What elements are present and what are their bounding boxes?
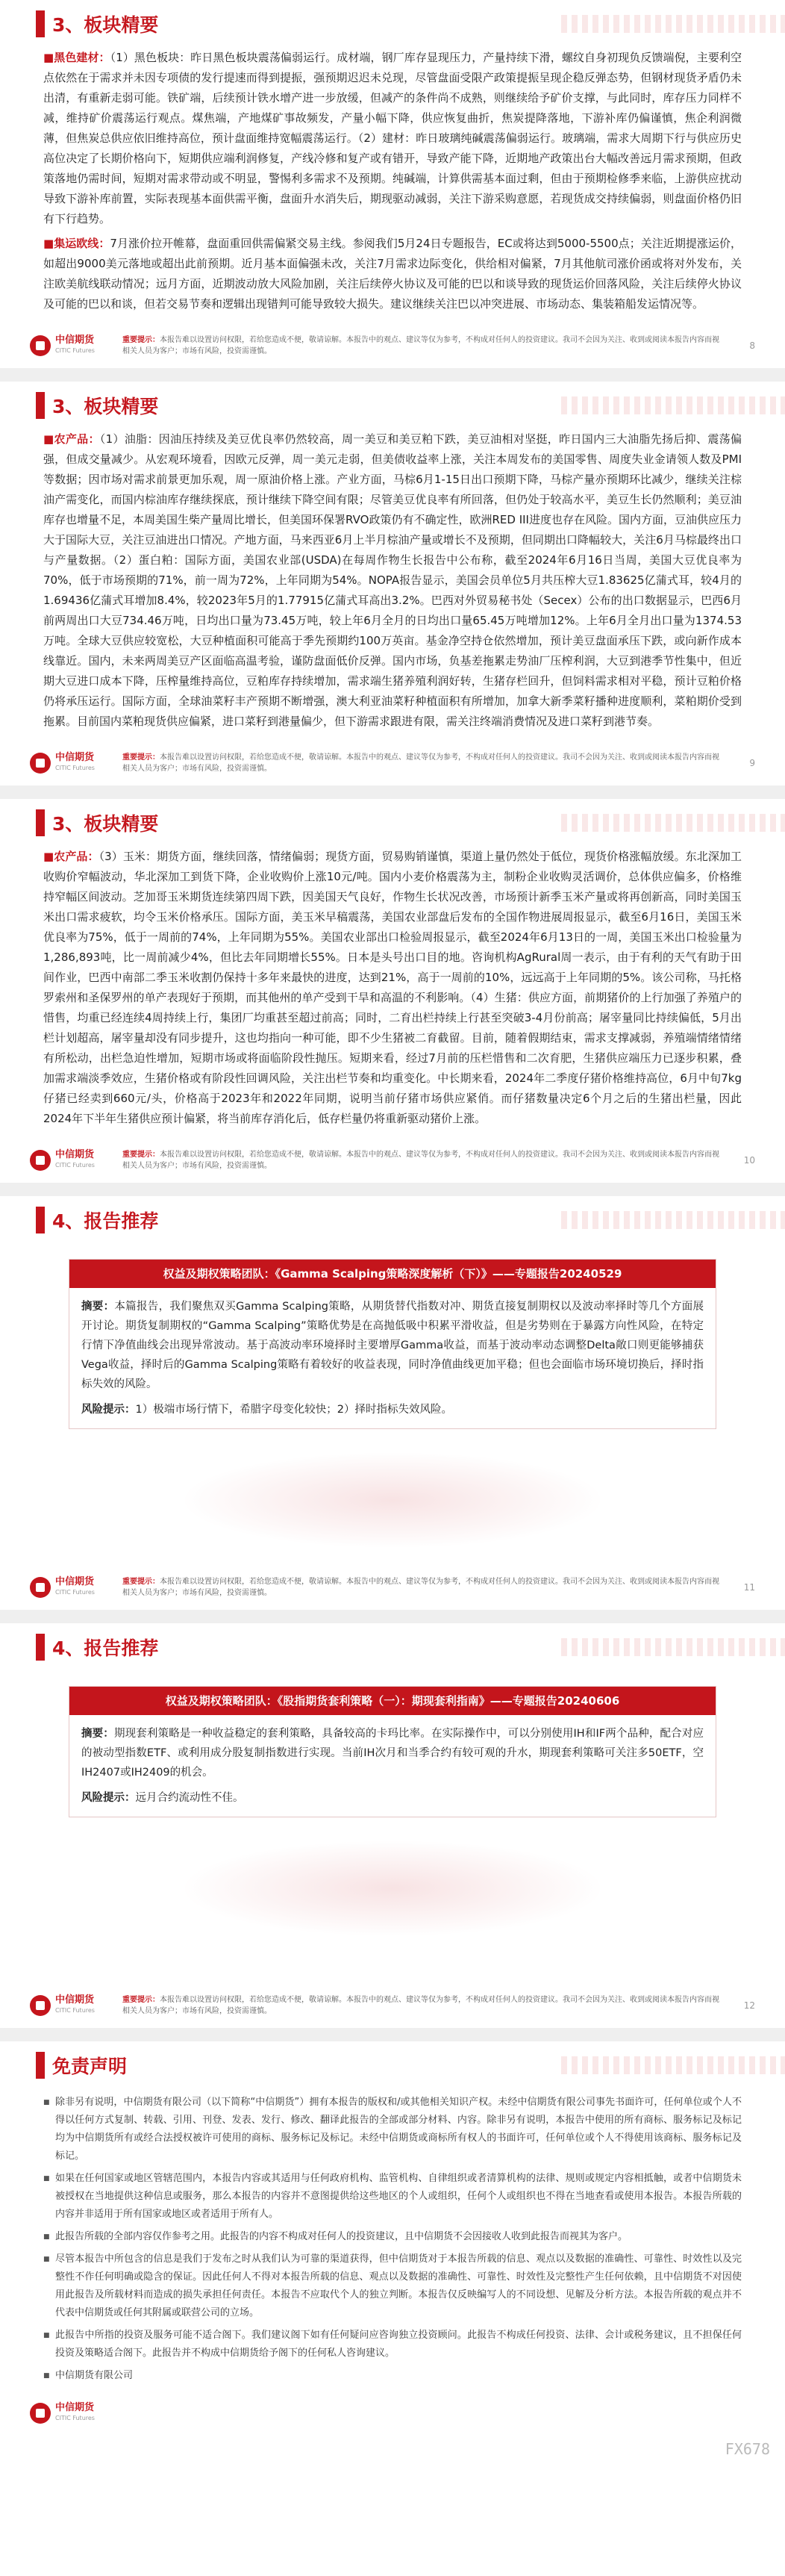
page-11 [0, 1196, 785, 1610]
section-header [0, 799, 785, 847]
section-body [0, 48, 785, 314]
page-number: 12 [743, 2000, 755, 2011]
header-accent-bar [36, 1634, 45, 1661]
paragraph-bullet: ■黑色建材： [43, 51, 110, 64]
paragraph-container-shipping [43, 234, 742, 314]
risk-text: 远月合约流动性不佳。 [135, 1792, 244, 1804]
citic-logo [30, 2403, 112, 2424]
footer-disclaimer: 重要提示：本报告难以设置访问权限，若给您造成不便，敬请谅解。本报告中的观点、建议等仅为参考，不构成对任何人的投资建议。我司不会因为关注、收到或阅读本报告内容而视相关人员为客户；市场有风险，投资需谨慎。 [122, 1151, 719, 1170]
page-number: 8 [749, 340, 755, 351]
logo-wordmark: 中信期货 CITIC Futures [55, 1149, 95, 1169]
header-decoration [561, 2056, 785, 2074]
page-footer [0, 2391, 785, 2436]
page-footer [0, 323, 785, 368]
summary-label: 摘要： [81, 1728, 114, 1740]
logo-wordmark: 中信期货 CITIC Futures [55, 2402, 95, 2421]
citic-logo-icon [30, 2403, 51, 2424]
page-8 [0, 0, 785, 368]
citic-logo-icon [30, 1995, 51, 2016]
footer-disclaimer: 重要提示：本报告难以设置访问权限，若给您造成不便，敬请谅解。本报告中的观点、建议等仅为参考，不构成对任何人的投资建议。我司不会因为关注、收到或阅读本报告内容而视相关人员为客户；市场有风险，投资需谨慎。 [122, 753, 719, 773]
section-title: 4、报告推荐 [52, 1637, 159, 1659]
disclaimer-item: ■ 此报告所载的全部内容仅作参考之用。此报告的内容不构成对任何人的投资建议，且中信期货不会因接收人收到此报告而视其为客户。 [43, 2228, 742, 2246]
report-card [69, 1686, 716, 1817]
report-summary [81, 1724, 704, 1782]
section-body [0, 847, 785, 1129]
paragraph-text: （1）油脂：因油压持续及美豆优良率仍然较高，周一美豆和美豆粕下跌，美豆油相对坚挺，昨日国内三大油脂先扬后抑、震荡偏强，但成交量减少。从宏观环境看，因欧元反弹，周一美元走弱，但美债收益率上涨，关注本周发布的美国零售、周度失业金请领人数及PMI等数据；因市场对需求前景更加乐观，周一原油价格上涨。产业方面，马棕6月1-15日出口预期下降，马棕产量亦预期环比减少，继续关注棕油产需变化，而国内棕油库存继续探底，预计继续下降空间有限；尽管美豆优良率有所回落，但仍处于较高水平，美豆生长仍然顺利；美豆油库存也增量不足，本周美国生柴产量周比增长，但美国环保署RVO政策仍有不确定性，欧洲RED III进度也存在风险。国内方面，豆油供应压力大于国际大豆，关注豆油进出口情况。产地方面，马来西亚6月上半月棕油产量或增长不及预期，但同期出口降幅较大，关注6月马棕最终出口与产量数据。（2）蛋白粕：国际方面，美国农业部(USDA)在每周作物生长报告中公布称，截至2024年6月16日当周，美国大豆优良率为70%，低于市场预期的71%，前一周为72%，上年同期为54%。NOPA报告显示，美国会员单位5月共压榨大豆1.83625亿蒲式耳，较4月的1.69436亿蒲式耳增加8.4%，较2023年5月的1.77915亿蒲式耳高出3.2%。巴西对外贸易秘书处（Secex）公布的出口数据显示，巴西6月前两周出口大豆734.46万吨，日均出口量为73.45万吨，较上年6月全月的日均出口量65.45万吨增加12%。上年6月全月出口量为1374.53万吨。全球大豆供应较宽松，大豆种植面积可能高于季先预期约100万英亩。基金净空持仓依然增加，预计美豆盘面承压下跌，或向新作成本线靠近。国内，未来两周美豆产区面临高温考验，谨防盘面低价反弹。国内市场，负基差拖累走势油厂压榨利润，大豆到港季节性集中，但近期大豆进口成本下降，压榨量维持高位，豆粕库存持续增加，需求端生猪养殖利润好转，生猪存栏回升，但饲料需求相对平稳，预计豆粕价格仍将承压运行。国际方面，全球油菜籽丰产预期不断增强，澳大利亚油菜籽种植面积有所增加，加拿大新季菜籽播种进度顺利，菜粕期价受到拖累。目前国内菜粕现货供应偏紧，进口菜籽到港量偏少，但下游需求跟进有限，需关注终端消费情况及进口菜籽到港节奏。 [43, 432, 742, 728]
citic-logo-icon [30, 335, 51, 356]
header-accent-bar [36, 1207, 45, 1233]
citic-logo [30, 335, 112, 356]
summary-text: 本篇报告，我们聚焦双买Gamma Scalping策略，从期货替代指数对冲、期货直接复制期权以及波动率择时等几个方面展开讨论。期货复制期权的“Gamma Scalping”策略优势是在高抛低吸中积累平滑收益，但是劣势则在于暴露方向性风险，在特定行情下净值曲线会出现异常波动。基于高波动率环境择时主要增厚Gamma收益，而基于波动率动态调整Delta敞口则更能够捕获Vega收益，择时后的Gamma Scalping策略有着较好的收益表现，同时净值曲线更加平稳；但也会面临市场环境切换后，择时指标失效的风险。 [81, 1301, 704, 1390]
header-decoration [561, 15, 785, 33]
page-number: 11 [743, 1582, 755, 1593]
disclaimer-item: ■ 尽管本报告中所包含的信息是我们于发布之时从我们认为可靠的渠道获得，但中信期货对于本报告所载的信息、观点以及数据的准确性、可靠性、时效性以及完整性不作任何明确或隐含的保证。因此任何人不得对本报告所载的信息、观点以及数据的准确性、可靠性、时效性及完整性产生任何依赖，且中信期货不对因使用此报告及所载材料而造成的损失承担任何责任。本报告不应取代个人的独立判断。本报告仅反映编写人的不同设想、见解及分析方法。本报告所载的观点并不代表中信期货或任何其附属或联营公司的立场。 [43, 2250, 742, 2322]
section-title: 3、板块精要 [52, 813, 159, 835]
disclaimer-item: ■ 中信期货有限公司 [43, 2367, 742, 2385]
disclaimer-item: ■ 如果在任何国家或地区管辖范围内，本报告内容或其适用与任何政府机构、监管机构、自律组织或者清算机构的法律、规则或规定内容相抵触，或者中信期货未被授权在当地提供这种信息或服务，那么本报告的内容并不意图提供给这些地区的个人或组织，任何个人或组织也不得在当地查看或使用本报告。本报告所载的内容并非适用于所有国家或地区或者适用于所有人。 [43, 2170, 742, 2224]
citic-logo-icon [30, 1577, 51, 1598]
page-separator [0, 2028, 785, 2041]
section-header [0, 0, 785, 48]
report-card [69, 1259, 716, 1429]
logo-wordmark: 中信期货 CITIC Futures [55, 752, 95, 771]
report-risk [81, 1400, 704, 1419]
section-title: 3、板块精要 [52, 14, 159, 36]
page-disclaimer [0, 2041, 785, 2465]
header-decoration [561, 814, 785, 832]
header-accent-bar [36, 10, 45, 37]
paragraph-bullet: ■农产品： [43, 850, 99, 863]
page-footer [0, 1565, 785, 1610]
footer-disclaimer: 重要提示：本报告难以设置访问权限，若给您造成不便，敬请谅解。本报告中的观点、建议等仅为参考，不构成对任何人的投资建议。我司不会因为关注、收到或阅读本报告内容而视相关人员为客户；市场有风险，投资需谨慎。 [122, 1996, 719, 2015]
page-separator [0, 1610, 785, 1623]
footer-disclaimer: 重要提示：本报告难以设置访问权限，若给您造成不便，敬请谅解。本报告中的观点、建议等仅为参考，不构成对任何人的投资建议。我司不会因为关注、收到或阅读本报告内容而视相关人员为客户；市场有风险，投资需谨慎。 [122, 336, 719, 355]
risk-label: 风险提示： [81, 1792, 136, 1804]
section-body [0, 429, 785, 732]
report-body [69, 1715, 716, 1817]
section-header [0, 2041, 785, 2089]
logo-wordmark: 中信期货 CITIC Futures [55, 335, 95, 354]
page-separator [0, 1183, 785, 1196]
page-footer [0, 741, 785, 785]
header-decoration [561, 1211, 785, 1229]
summary-text: 期现套利策略是一种收益稳定的套利策略，具备较高的卡玛比率。在实际操作中，可以分别使用IH和IF两个品种，配合对应的被动型指数ETF、或利用成分股复制指数进行实现。当前IH次月和当季合约有较可观的升水，期现套利策略可关注多50ETF，空IH2407或IH2409的机会。 [81, 1728, 704, 1779]
page-number: 9 [749, 758, 755, 768]
report-summary [81, 1297, 704, 1394]
logo-wordmark: 中信期货 CITIC Futures [55, 1576, 95, 1596]
logo-wordmark: 中信期货 CITIC Futures [55, 1994, 95, 2014]
header-decoration [561, 1638, 785, 1656]
citic-logo [30, 1150, 112, 1171]
page-footer [0, 1983, 785, 2028]
paragraph-text: （1）黑色板块：昨日黑色板块震荡偏弱运行。成材端，钢厂库存显现压力，产量持续下滑，螺纹自身初现负反馈端倪，主要利空点依然在于需求并未因专项债的发行提速而得到提振，强预期迟迟未兑现，尽管盘面受限产政策提振呈现企稳反弹态势，但钢材现货矛盾仍未出清，有重新走弱可能。铁矿端，后续预计铁水增产进一步放缓，但减产的条件尚不成熟，则继续给予矿价支撑，与此同时，库存压力同样不减，维持矿价震荡运行观点。煤焦端，产地煤矿事故频发，产量小幅下降，供应恢复曲折，焦炭提降落地，下游补库仍偏谨慎，焦企利润微薄，但焦炭总供应依旧维持高位，预计盘面维持宽幅震荡运行。（2）建材：昨日玻璃纯碱震荡偏弱运行。玻璃端，需求大周期下行与供应历史高位决定了长期价格向下，短期供应端利润修复，产线冷修和复产或有错开，导致产能下降，近期地产政策出台大幅改善远月需求预期，但政策落地仍需时间，短期对需求带动或不明显，警惕利多需求不及预期。纯碱端，计算供需基本面过剩，但由于预期检修季来临，上游供应扰动导致下游补库前置，实际表现基本面供需平衡，盘面升水消失后，期现驱动减弱，关注下游采购意愿，若现货成交持续偏弱，则盘面价格仍旧有下行趋势。 [43, 51, 742, 225]
report-body [69, 1288, 716, 1428]
paragraph-text: （3）玉米：期货方面，继续回落，情绪偏弱；现货方面，贸易购销谨慎，渠道上量仍然处于低位，现货价格涨幅放缓。东北深加工收购价窄幅波动，华北深加工到货下降，企业收购价上涨10元/吨。国内小麦价格震荡为主，制粉企业收购灵活调价，总体供应偏多，价格维持窄幅区间波动。芝加哥玉米期货连续第四周下跌，因美国天气良好，作物生长状况改善，市场预计新季玉米产量或将再创新高，同时美国玉米出口需求疲软，均令玉米价格承压。国际方面，美玉米早稿震荡，美国农业部盘后发布的全国作物进展周报显示，截至6月16日，美国玉米优良率为75%，低于一周前的74%，上年同期为55%。美国农业部出口检验周报显示，截至2024年6月13日的一周，美国玉米出口检验量为1,286,893吨，比一周前减少4%，但比去年同期增长55%。日本是头号出口目的地。咨询机构AgRural周一表示，由于有利的天气有助于田间作业，巴西中南部二季玉米收割仍保持十多年来最快的进度，达到21%，高于一周前的10%，远远高于上年同期的5%。该公司称，马托格罗索州和圣保罗州的单产表现好于预期，而其他州的单产受到干旱和高温的不利影响。（4）生猪：供应方面，前期猪价的上行加强了养殖户的惜售，均重已经连续4周持续上行，集团厂均重甚至超过前高；同时，二育出栏持续上行甚至突破3-4月份前高；屠宰量同比持续偏低，5月出栏计划超高，屠宰量却没有同步提升，这也均指向一种可能，即不少生猪被二育截留。目前，随着假期结束，需求支撑减弱，养殖端情绪情绪有所松动，出栏急迫性增加，短期市场或将面临阶段性抛压。短期来看，经过7月前的压栏惜售和二次育肥，生猪供应端压力已逐步积累，叠加需求端淡季效应，生猪价格或有阶段性回调风险，关注出栏节奏和均重变化。中长期来看，2024年二季度仔猪价格维持高位，6月中旬7kg仔猪已经卖到660元/头，价格高于2023年和2022年同期，说明当前仔猪市场供应紧俏。而仔猪数量决定6个月之后的生猪出栏量，因此2024年下半年生猪供应预计偏紧，将当前库存消化后，低存栏量仍将重新驱动猪价上涨。 [43, 850, 742, 1125]
section-title: 4、报告推荐 [52, 1210, 159, 1232]
footer-disclaimer: 重要提示：本报告难以设置访问权限，若给您造成不便，敬请谅解。本报告中的观点、建议等仅为参考，不构成对任何人的投资建议。我司不会因为关注、收到或阅读本报告内容而视相关人员为客户；市场有风险，投资需谨慎。 [122, 1578, 719, 1597]
disclaimer-item: ■ 此报告中所指的投资及服务可能不适合阁下。我们建议阁下如有任何疑问应咨询独立投资顾问。此报告不构成任何投资、法律、会计或税务建议，且不担保任何投资及策略适合阁下。此报告并不构成中信期货给予阁下的任何私人咨询建议。 [43, 2327, 742, 2362]
page-10 [0, 799, 785, 1183]
disclaimer-item: ■ 除非另有说明，中信期货有限公司（以下简称“中信期货”）拥有本报告的版权和/或其他相关知识产权。未经中信期货有限公司事先书面许可，任何单位或个人不得以任何方式复制、转载、引用、刊登、发表、发行、修改、翻译此报告的全部或部分材料、内容。除非另有说明，本报告中使用的所有商标、服务标记及标记均为中信期货所有或经合法授权被许可使用的商标、服务标记及标记。未经中信期货或商标所有权人的书面许可，任何单位或个人不得使用该商标、服务标记及标记。 [43, 2094, 742, 2165]
summary-label: 摘要： [81, 1301, 115, 1313]
citic-logo [30, 1577, 112, 1598]
page-decoration [0, 1429, 785, 1556]
page-number: 10 [743, 1155, 755, 1166]
paragraph-bullet: ■农产品： [43, 432, 100, 446]
report-title: 权益及期权策略团队：《Gamma Scalping策略深度解析（下）》——专题报告20240529 [69, 1260, 716, 1288]
header-accent-bar [36, 809, 45, 836]
risk-label: 风险提示： [81, 1404, 136, 1416]
paragraph-agriculture-corn-hog [43, 847, 742, 1129]
disclaimer-list [0, 2089, 785, 2385]
page-footer [0, 1138, 785, 1183]
section-title: 3、板块精要 [52, 396, 159, 417]
section-title: 免责声明 [52, 2056, 128, 2077]
page-12 [0, 1623, 785, 2028]
header-accent-bar [36, 2052, 45, 2079]
paragraph-agriculture [43, 429, 742, 732]
watermark: FX678 [725, 2440, 770, 2458]
citic-logo [30, 753, 112, 774]
section-header [0, 1623, 785, 1671]
paragraph-text: 7月涨价拉开帷幕，盘面重回供需偏紧交易主线。参阅我们5月24日专题报告，EC或将达到5000-5500点；关注近期提涨运价，如超出9000美元落地或超出此前预期。近月基本面偏强未改，关注7月需求边际变化，供给相对偏紧，7月其他航司涨价函或将对外发布，关注欧美航线联动情况；远月方面，近期波动放大风险加剧，关注后续停火协议及可能的巴以和谈导致的现货运价回落风险，关注后续停火协议及可能的巴以和谈，但若交易节奏和逻辑出现错判可能导致较大损失。建议继续关注巴以冲突进展、市场动态、集装箱船发运情况等。 [43, 237, 742, 311]
paragraph-black-materials [43, 48, 742, 229]
citic-logo-icon [30, 753, 51, 774]
report-risk [81, 1788, 704, 1808]
section-header [0, 1196, 785, 1244]
page-separator [0, 368, 785, 382]
report-title: 权益及期权策略团队：《股指期货套利策略（一）：期现套利指南》——专题报告20240606 [69, 1687, 716, 1715]
page-separator [0, 785, 785, 799]
header-decoration [561, 396, 785, 414]
citic-logo [30, 1995, 112, 2016]
paragraph-bullet: ■集运欧线： [43, 237, 110, 250]
page-decoration [0, 1817, 785, 1974]
header-accent-bar [36, 392, 45, 419]
page-9 [0, 382, 785, 785]
risk-text: 1）极端市场行情下，希腊字母变化较快；2）择时指标失效风险。 [135, 1404, 452, 1416]
citic-logo-icon [30, 1150, 51, 1171]
section-header [0, 382, 785, 429]
